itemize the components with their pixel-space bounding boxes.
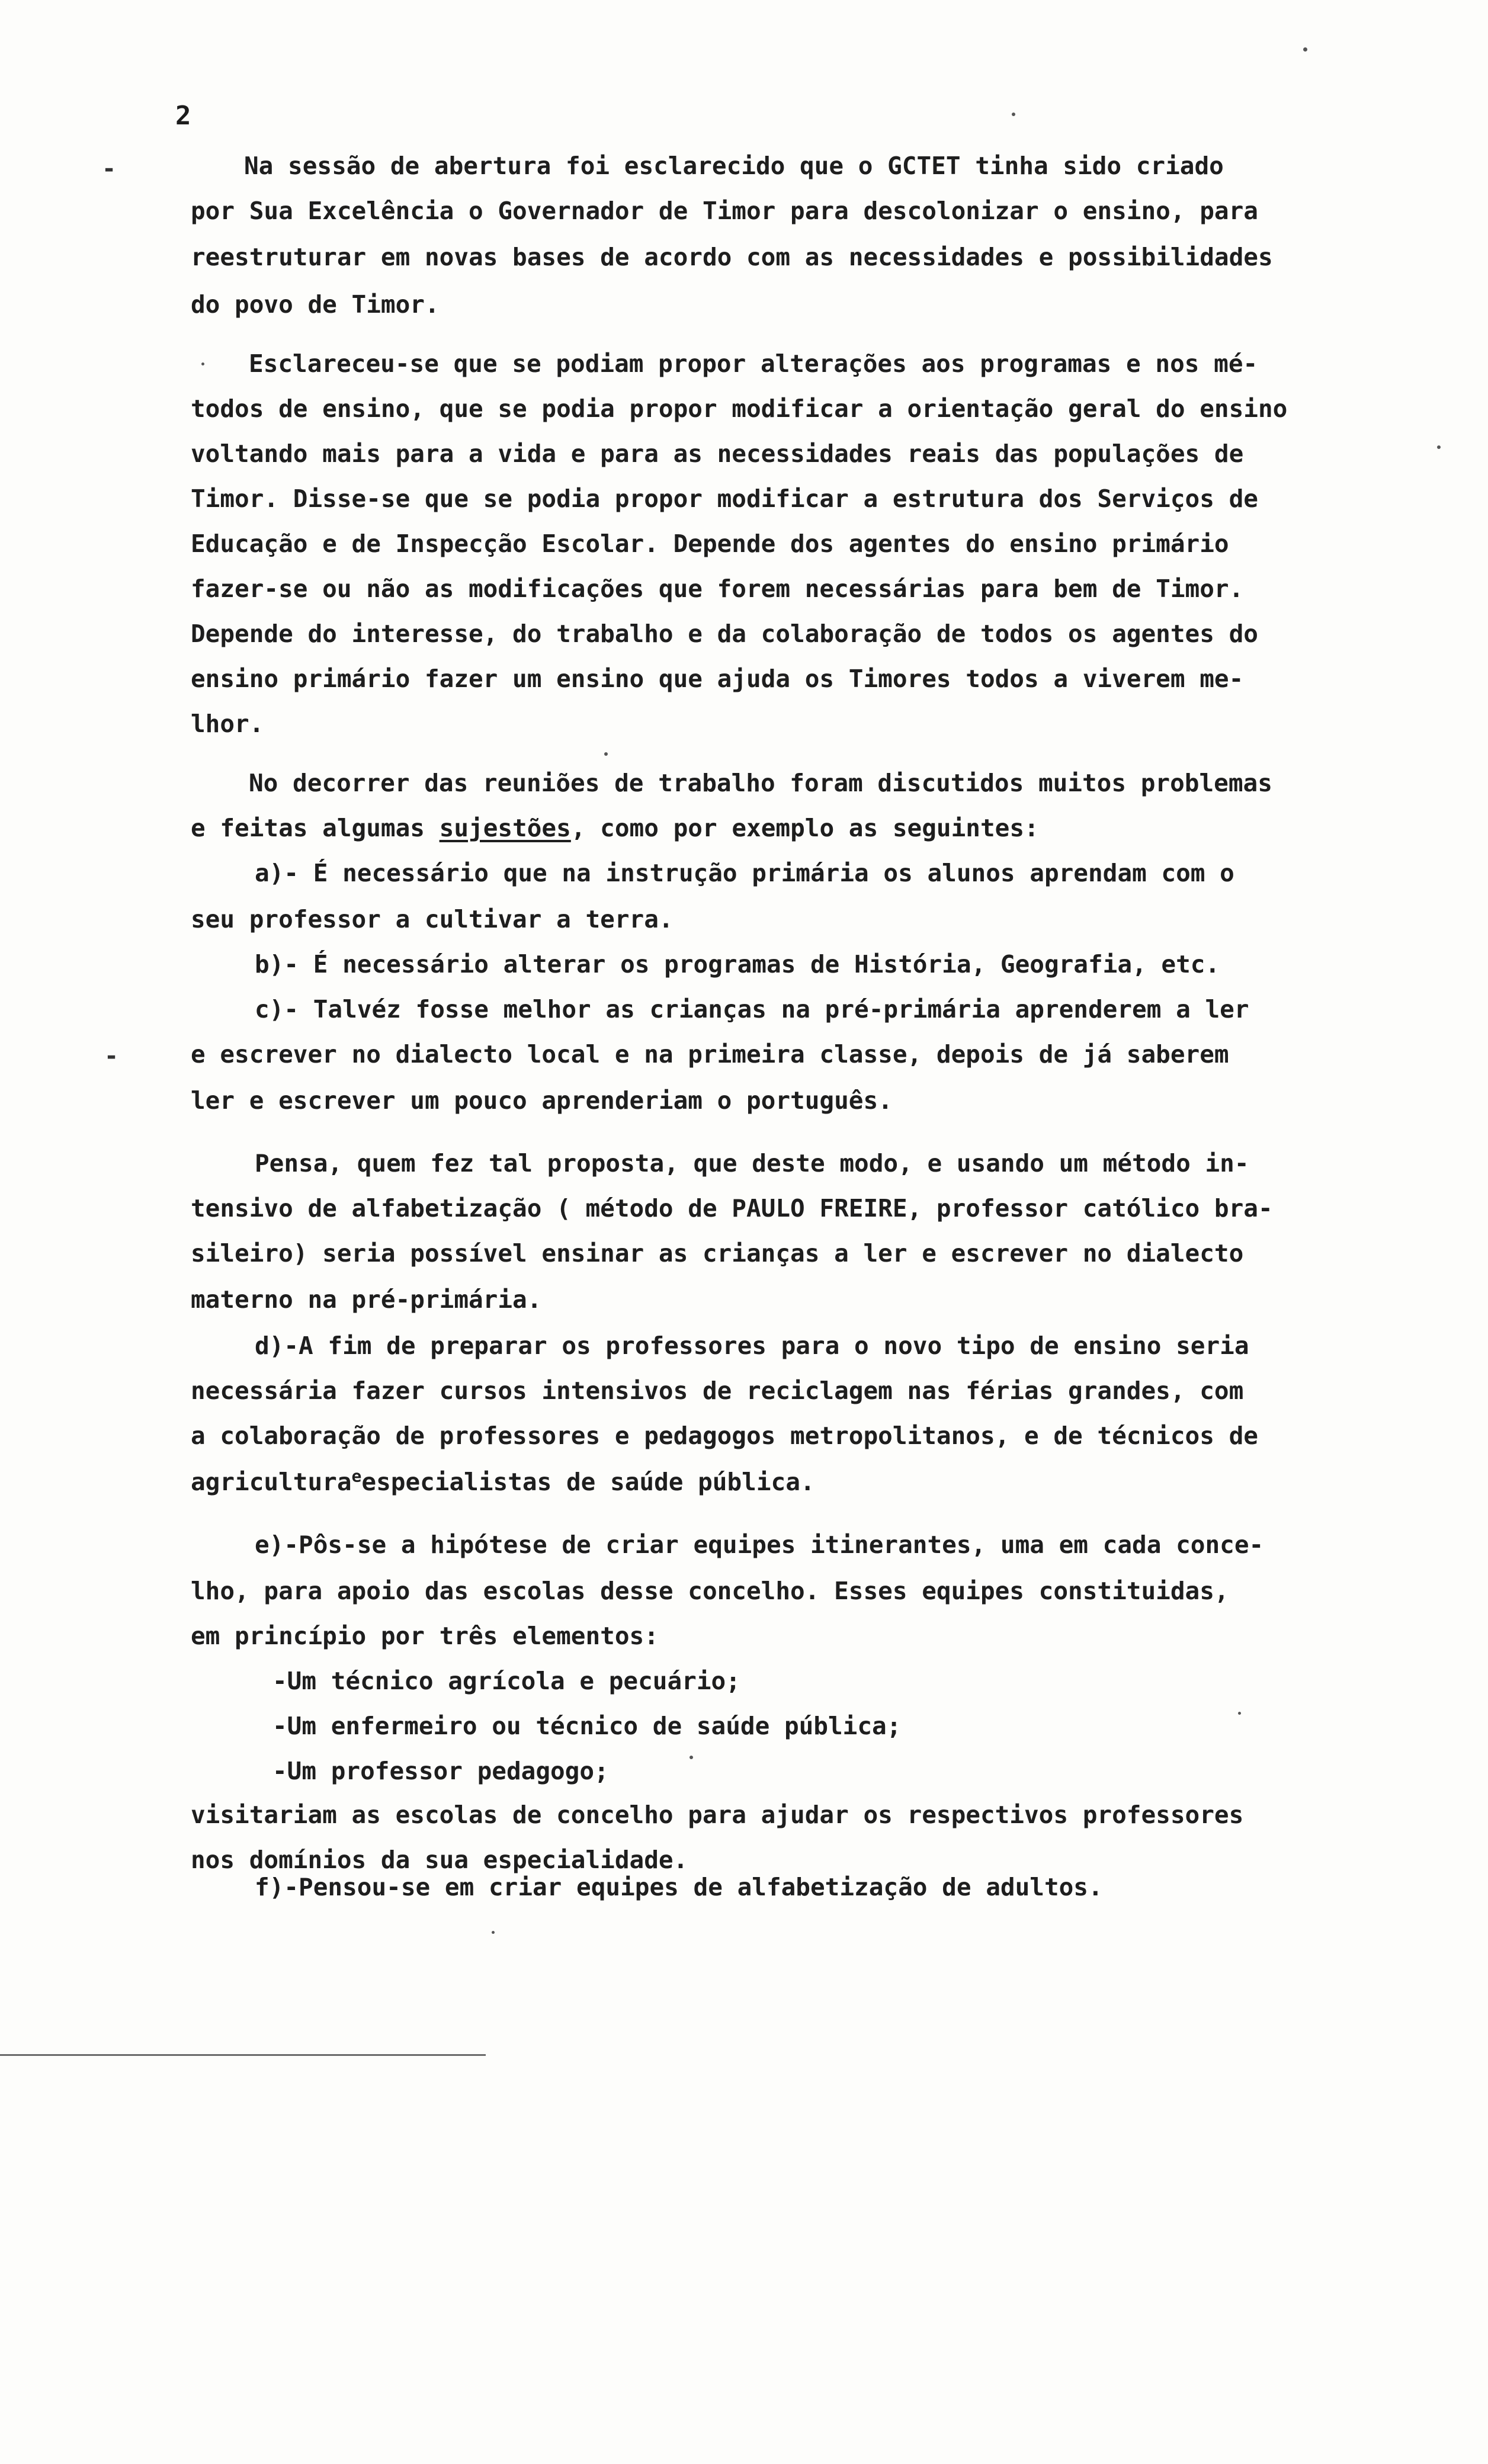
margin-mark: -: [102, 155, 117, 182]
text-line: Timor. Disse-se que se podia propor modificar a estrutura dos Serviços de: [191, 485, 1258, 513]
scan-speck: [1238, 1712, 1241, 1715]
text-line: tensivo de alfabetização ( método de PAULO FREIRE, professor católico bra-: [191, 1194, 1273, 1223]
text-line: seu professor a cultivar a terra.: [191, 905, 674, 933]
text-line: d)-A fim de preparar os professores para o novo tipo de ensino seria: [255, 1332, 1249, 1360]
text-segment: especialistas de saúde pública.: [361, 1468, 815, 1496]
text-segment: , como por exemplo as seguintes:: [570, 814, 1039, 842]
text-line: nos domínios da sua especialidade.: [191, 1846, 688, 1874]
text-segment: e feitas algumas: [191, 814, 440, 842]
scan-speck: [492, 1931, 495, 1934]
text-line: b)- É necessário alterar os programas de História, Geografia, etc.: [255, 950, 1220, 978]
scan-speck: [690, 1756, 693, 1759]
scan-edge-line: [0, 2054, 486, 2056]
text-line: c)- Talvéz fosse melhor as crianças na pré-primária aprenderem a ler: [255, 995, 1249, 1024]
text-line: Depende do interesse, do trabalho e da colaboração de todos os agentes do: [191, 620, 1258, 648]
text-line: por Sua Excelência o Governador de Timor para descolonizar o ensino, para: [191, 197, 1258, 225]
text-line: Esclareceu-se que se podiam propor alterações aos programas e nos mé-: [249, 349, 1258, 378]
text-line: ensino primário fazer um ensino que ajuda os Timores todos a viverem me-: [191, 665, 1244, 693]
text-line: ler e escrever um pouco aprenderiam o português.: [191, 1086, 893, 1115]
scan-speck: [201, 362, 204, 365]
scan-speck: [1012, 113, 1015, 116]
text-segment: agricultura: [191, 1468, 352, 1496]
text-line: reestruturar em novas bases de acordo com as necessidades e possibilidades: [191, 243, 1273, 271]
text-line: do povo de Timor.: [191, 290, 440, 319]
text-line: [191, 1468, 815, 1496]
text-line: f)-Pensou-se em criar equipes de alfabetização de adultos.: [255, 1873, 1103, 1901]
text-line: visitariam as escolas de concelho para ajudar os respectivos professores: [191, 1801, 1244, 1829]
text-line: Educação e de Inspecção Escolar. Depende dos agentes do ensino primário: [191, 530, 1229, 558]
scan-speck: [1303, 47, 1307, 52]
text-line: e escrever no dialecto local e na primeira classe, depois de já saberem: [191, 1040, 1229, 1069]
text-line: todos de ensino, que se podia propor modificar a orientação geral do ensino: [191, 394, 1288, 423]
underlined-word: sujestões: [439, 814, 571, 842]
text-line: sileiro) seria possível ensinar as crianças a ler e escrever no dialecto: [191, 1239, 1244, 1268]
text-line: em princípio por três elementos:: [191, 1622, 659, 1650]
margin-mark: -: [104, 1042, 119, 1070]
text-line: Pensa, quem fez tal proposta, que deste modo, e usando um método in-: [255, 1149, 1249, 1178]
scan-speck: [604, 752, 608, 756]
text-line: [191, 814, 1039, 842]
text-line: fazer-se ou não as modificações que forem necessárias para bem de Timor.: [191, 575, 1244, 603]
list-item: -Um enfermeiro ou técnico de saúde pública;: [272, 1712, 902, 1740]
scan-speck: [1437, 445, 1441, 449]
page-number: 2: [175, 101, 191, 131]
list-item: -Um professor pedagogo;: [272, 1757, 609, 1785]
text-line: e)-Pôs-se a hipótese de criar equipes itinerantes, uma em cada conce-: [255, 1531, 1264, 1559]
text-line: voltando mais para a vida e para as necessidades reais das populações de: [191, 439, 1244, 468]
list-item: -Um técnico agrícola e pecuário;: [272, 1667, 740, 1695]
text-line: materno na pré-primária.: [191, 1285, 542, 1314]
text-line: a colaboração de professores e pedagogos metropolitanos, e de técnicos de: [191, 1422, 1258, 1450]
text-line: necessária fazer cursos intensivos de reciclagem nas férias grandes, com: [191, 1377, 1244, 1405]
text-line: No decorrer das reuniões de trabalho foram discutidos muitos problemas: [249, 769, 1272, 797]
text-line: lho, para apoio das escolas desse concelho. Esses equipes constituidas,: [191, 1577, 1229, 1605]
text-line: lhor.: [191, 710, 264, 738]
text-line: Na sessão de abertura foi esclarecido que o GCTET tinha sido criado: [244, 152, 1224, 180]
superscript-letter: e: [351, 1466, 362, 1486]
text-line: a)- É necessário que na instrução primária os alunos aprendam com o: [255, 859, 1234, 887]
